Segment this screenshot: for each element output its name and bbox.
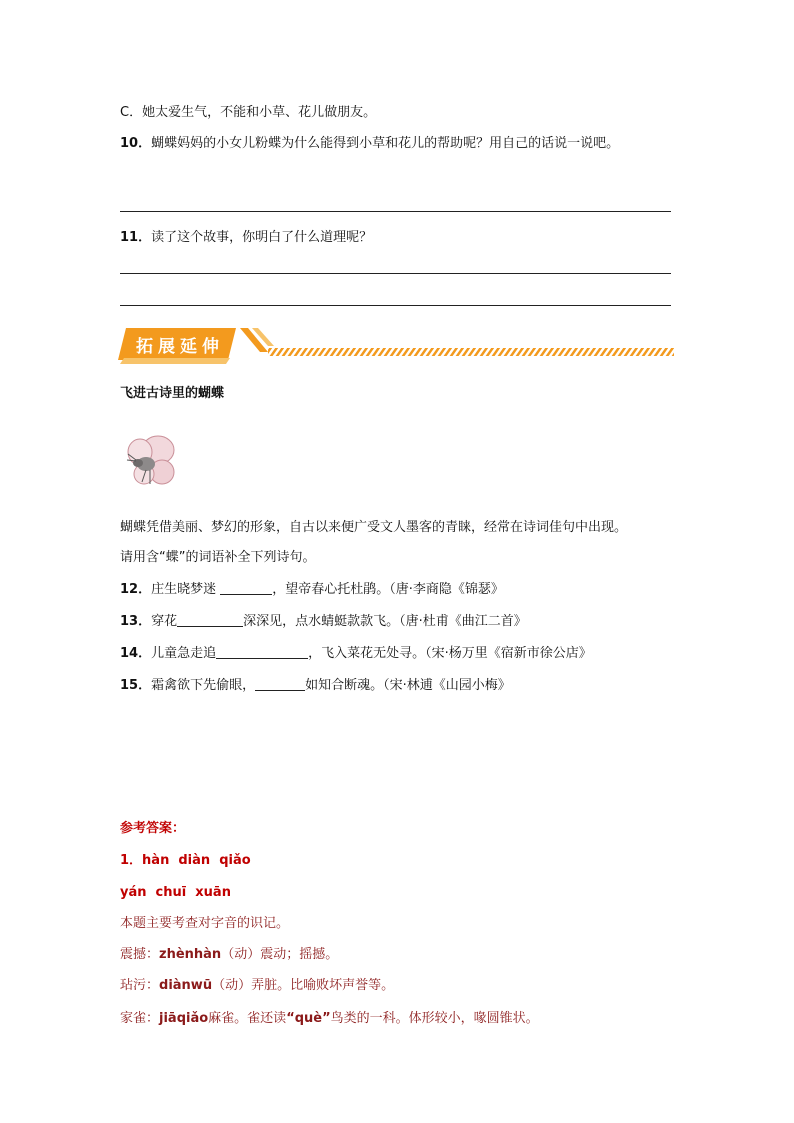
blank-q15[interactable] xyxy=(255,676,305,691)
question-13: 13．穿花 深深见，点水蜻蜓款款飞。（唐·杜甫《曲江二首》 xyxy=(120,614,527,629)
question-12: 12．庄生晓梦迷 ，望帝春心托杜鹃。（唐·李商隐《锦瑟》 xyxy=(120,582,504,597)
answer-line-q11-1[interactable] xyxy=(120,273,671,274)
answer-1-line-1: 1．hàn diàn qiǎo xyxy=(120,853,251,868)
extension-intro-2: 请用含“蝶”的词语补全下列诗句。 xyxy=(120,550,316,565)
answer-entry-dianwu: 玷污：diànwū（动）弄脏。比喻败坏声誉等。 xyxy=(120,978,395,993)
answer-1-line-2: yán chuī xuān xyxy=(120,885,231,900)
answer-line-q10[interactable] xyxy=(120,211,671,212)
blank-q13[interactable] xyxy=(177,612,243,627)
answer-line-q11-2[interactable] xyxy=(120,305,671,306)
answer-entry-zhenhan: 震撼：zhènhàn（动）震动；摇撼。 xyxy=(120,947,339,962)
extension-intro-1: 蝴蝶凭借美丽、梦幻的形象，自古以来便广受文人墨客的青睐，经常在诗词佳句中出现。 xyxy=(120,520,628,535)
blank-q14[interactable] xyxy=(216,644,308,659)
banner-label: 拓展延伸 xyxy=(136,337,224,357)
section-banner xyxy=(118,324,674,364)
question-14: 14．儿童急走追 ，飞入菜花无处寻。（宋·杨万里《宿新市徐公店》 xyxy=(120,646,592,661)
extension-title: 飞进古诗里的蝴蝶 xyxy=(120,386,225,401)
butterfly-icon xyxy=(124,430,180,490)
answers-heading: 参考答案： xyxy=(120,821,186,836)
question-11: 11．读了这个故事，你明白了什么道理呢？ xyxy=(120,230,373,245)
answer-entry-jiaqiao: 家雀：jiāqiǎo麻雀。雀还读“què”鸟类的一科。体形较小，喙圆锥状。 xyxy=(120,1011,539,1026)
option-c: C．她太爱生气，不能和小草、花儿做朋友。 xyxy=(120,105,377,120)
blank-q12[interactable] xyxy=(220,580,272,595)
question-15: 15．霜禽欲下先偷眼， 如知合断魂。（宋·林逋《山园小梅》 xyxy=(120,678,511,693)
answer-note: 本题主要考查对字音的识记。 xyxy=(120,916,290,931)
question-10: 10．蝴蝶妈妈的小女儿粉蝶为什么能得到小草和花儿的帮助呢？用自己的话说一说吧。 xyxy=(120,136,620,151)
